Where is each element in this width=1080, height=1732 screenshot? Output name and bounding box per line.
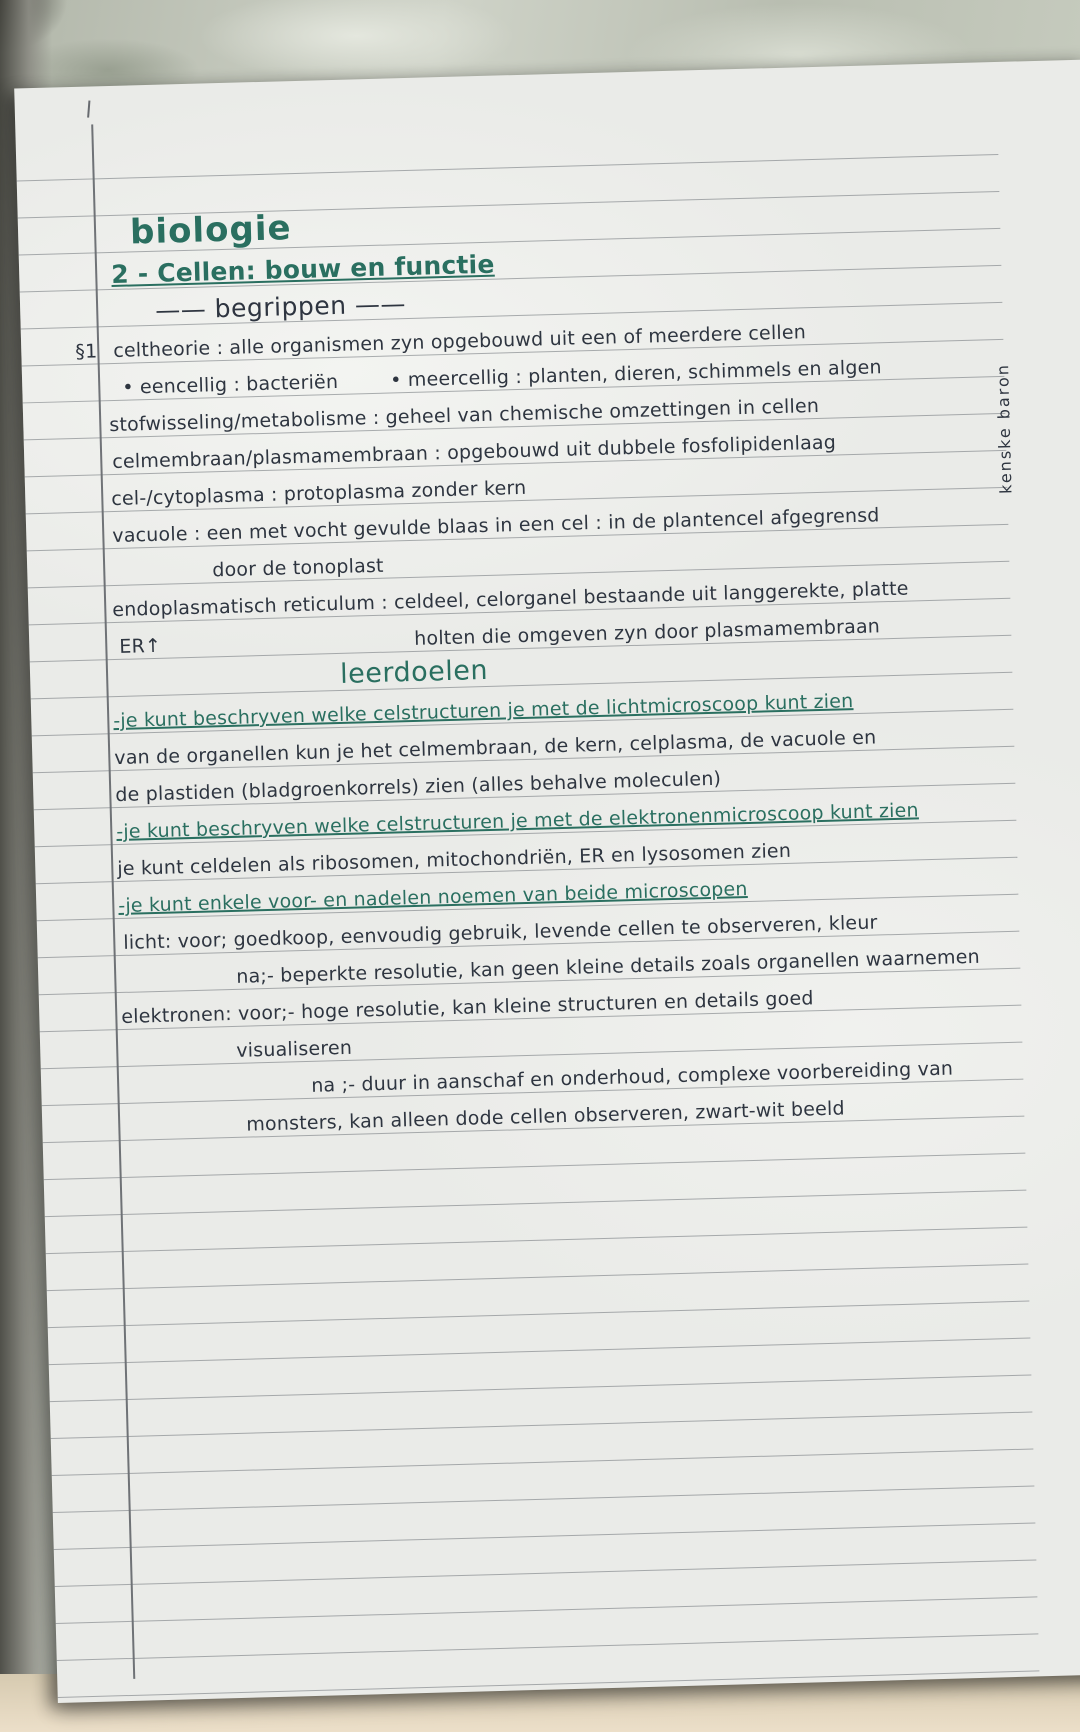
handwritten-text: holten die omgeven zyn door plasmamembraan <box>413 615 881 650</box>
handwritten-text: -je kunt beschryven welke celstructuren je met de elektronenmicroscoop kunt zien <box>116 799 920 844</box>
handwritten-text: licht: voor; goedkoop, eenvoudig gebruik, levende cellen te observeren, kleur <box>123 911 878 954</box>
handwritten-text: van de organellen kun je het celmembraan, de kern, celplasma, de vacuole en <box>114 726 877 770</box>
pen-tick-mark <box>87 100 90 117</box>
handwritten-text: celmembraan/plasmamembraan : opgebouwd uit dubbele fosfolipidenlaag <box>112 431 837 474</box>
handwritten-text: na ;- duur in aanschaf en onderhoud, complexe voorbereiding van <box>310 1057 954 1097</box>
handwritten-text: -je kunt enkele voor- en nadelen noemen van beide microscopen <box>118 878 748 918</box>
handwritten-text: ER↑ <box>119 634 162 658</box>
student-name: kenske baron <box>992 362 1016 495</box>
handwritten-text: vacuole : een met vocht gevulde blaas in een cel : in de plantencel afgegrensd <box>112 504 880 548</box>
handwritten-text: cel-/cytoplasma : protoplasma zonder kern <box>111 476 527 511</box>
handwritten-text: leerdoelen <box>339 654 489 690</box>
handwritten-text: monsters, kan alleen dode cellen observeren, zwart-wit beeld <box>246 1097 845 1136</box>
ruled-area <box>16 118 1040 1698</box>
handwritten-text: celtheorie : alle organismen zyn opgebouwd uit een of meerdere cellen <box>113 321 807 362</box>
handwritten-text: na;- beperkte resolutie, kan geen kleine details zoals organellen waarnemen <box>236 945 981 988</box>
handwritten-text: biologie <box>129 208 293 253</box>
handwritten-text: je kunt celdelen als ribosomen, mitochondriën, ER en lysosomen zien <box>117 839 792 881</box>
handwritten-text: de plastiden (bladgroenkorrels) zien (alles behalve moleculen) <box>115 767 722 807</box>
handwritten-text: —— begrippen —— <box>154 289 407 325</box>
handwritten-text: door de tonoplast <box>212 554 384 582</box>
handwritten-text: • eencellig : bacteriën <box>122 370 339 399</box>
handwritten-text: -je kunt beschryven welke celstructuren je met de lichtmicroscoop kunt zien <box>113 690 854 733</box>
handwritten-text: §1 <box>75 340 98 363</box>
handwritten-text: stofwisseling/metabolisme : geheel van chemische omzettingen in cellen <box>109 394 820 437</box>
handwritten-text: endoplasmatisch reticulum : celdeel, celorganel bestaande uit langgerekte, platte <box>112 577 909 622</box>
handwritten-text: elektronen: voor;- hoge resolutie, kan kleine structuren en details goed <box>121 987 814 1028</box>
handwritten-text: visualiseren <box>236 1036 353 1062</box>
handwritten-text: 2 - Cellen: bouw en functie <box>110 249 495 289</box>
handwritten-text: • meercellig : planten, dieren, schimmels en algen <box>389 356 882 392</box>
notebook-page <box>14 59 1080 1703</box>
